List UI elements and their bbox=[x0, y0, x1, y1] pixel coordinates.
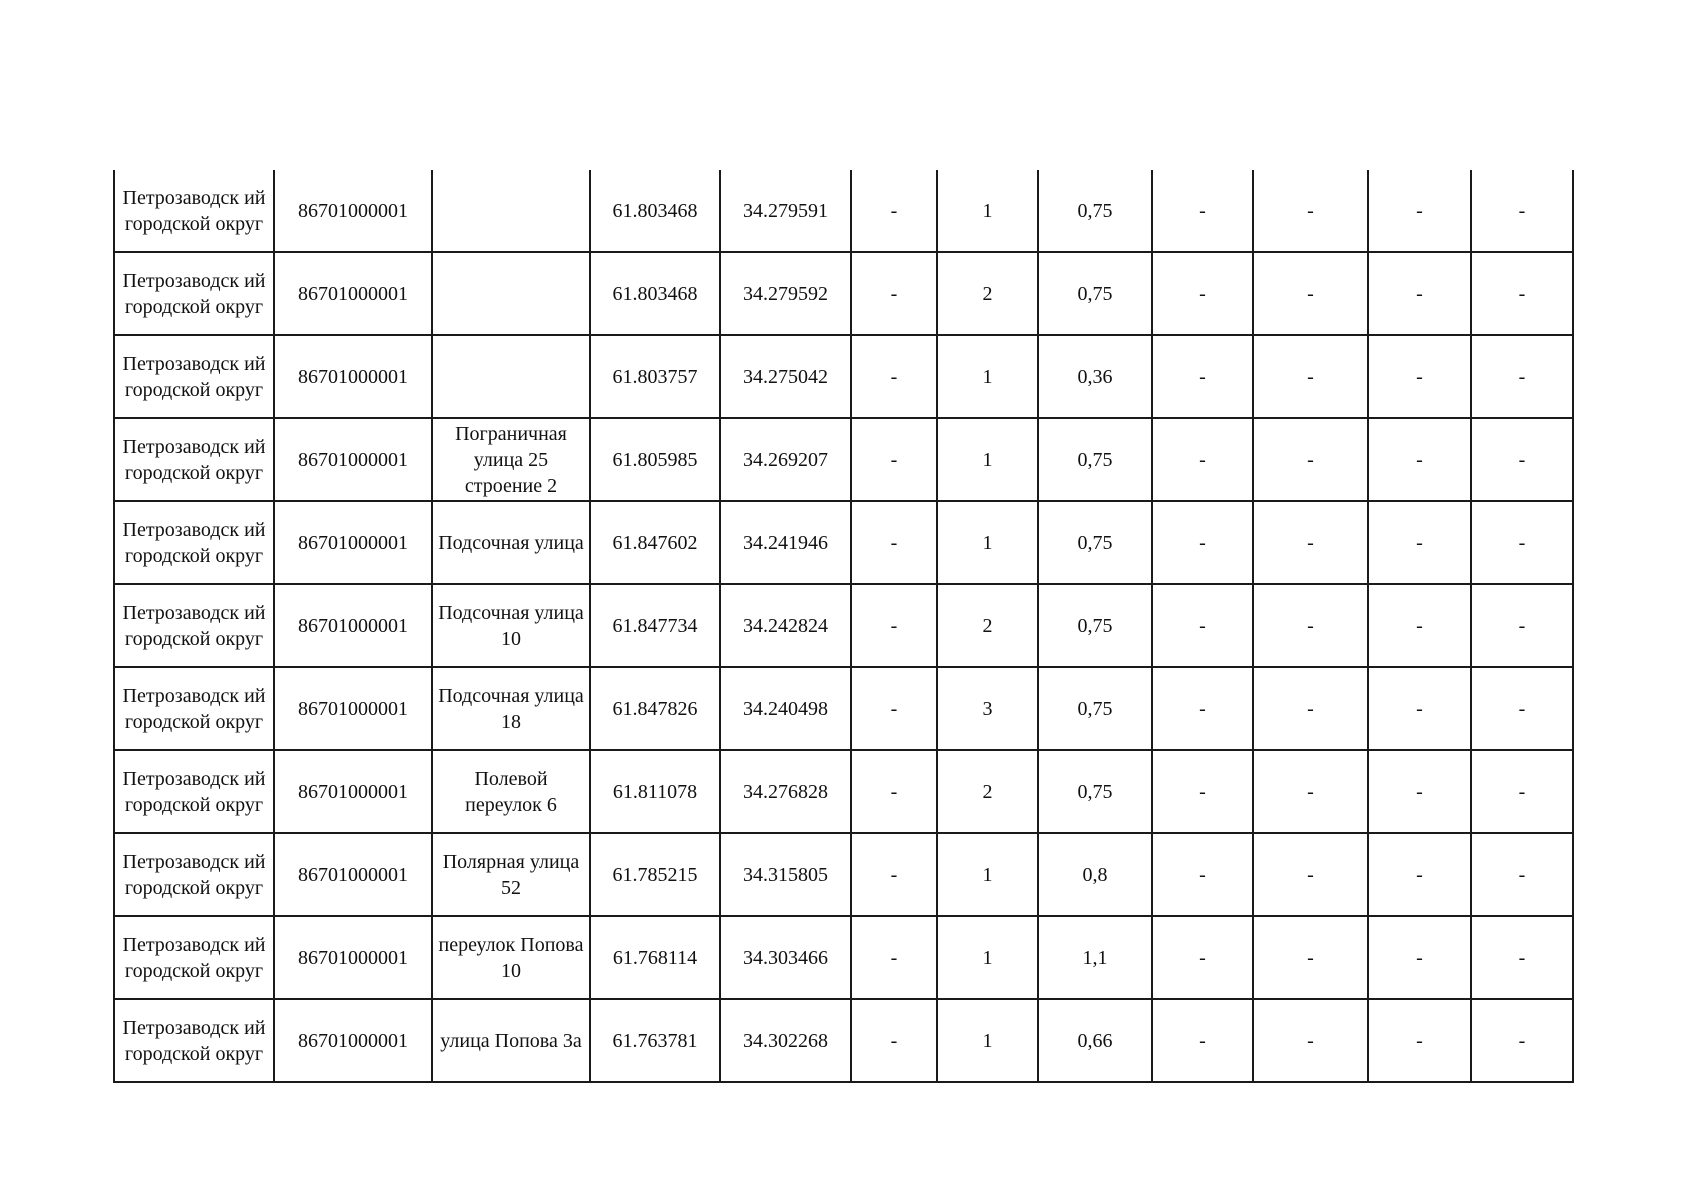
column-12-cell bbox=[1471, 916, 1573, 999]
district-cell-text: Петрозаводск ий городской округ bbox=[122, 435, 266, 484]
column-6-cell bbox=[851, 667, 937, 750]
column-11-cell-text: - bbox=[1416, 448, 1423, 471]
address-cell-text: Подсочная улица 18 bbox=[438, 684, 584, 733]
column-10-cell-text: - bbox=[1307, 614, 1314, 637]
column-12-cell-text: - bbox=[1518, 365, 1526, 388]
volume-cell-text: 0,66 bbox=[1077, 1029, 1113, 1052]
column-10-cell bbox=[1253, 999, 1368, 1082]
column-9-cell bbox=[1152, 833, 1253, 916]
oktmo-cell bbox=[274, 501, 432, 584]
column-11-cell-text: - bbox=[1416, 282, 1423, 305]
latitude-cell bbox=[590, 667, 720, 750]
column-12-cell bbox=[1471, 418, 1573, 501]
latitude-cell bbox=[590, 916, 720, 999]
table-row bbox=[114, 252, 1573, 335]
column-6-cell-text: - bbox=[890, 614, 898, 637]
longitude-cell-text: 34.315805 bbox=[743, 863, 828, 886]
district-cell-text: Петрозаводск ий городской округ bbox=[122, 601, 266, 650]
address-cell bbox=[432, 750, 590, 833]
column-11-cell bbox=[1368, 667, 1471, 750]
column-12-cell-text: - bbox=[1518, 614, 1526, 637]
column-11-cell bbox=[1368, 418, 1471, 501]
district-cell bbox=[114, 999, 274, 1082]
column-6-cell-text: - bbox=[890, 697, 898, 720]
volume-cell-text: 0,75 bbox=[1077, 780, 1113, 803]
column-12-cell-text: - bbox=[1518, 282, 1526, 305]
column-10-cell-text: - bbox=[1307, 448, 1314, 471]
volume-cell bbox=[1038, 252, 1152, 335]
column-9-cell bbox=[1152, 501, 1253, 584]
address-cell bbox=[432, 667, 590, 750]
column-11-cell-text: - bbox=[1416, 614, 1423, 637]
column-9-cell bbox=[1152, 667, 1253, 750]
oktmo-cell bbox=[274, 584, 432, 667]
column-10-cell bbox=[1253, 252, 1368, 335]
column-9-cell-text: - bbox=[1199, 946, 1206, 969]
longitude-cell bbox=[720, 667, 851, 750]
table-row bbox=[114, 335, 1573, 418]
district-cell bbox=[114, 335, 274, 418]
count-cell-text: 1 bbox=[982, 946, 993, 969]
address-cell-text: Подсочная улица bbox=[438, 531, 584, 554]
data-table bbox=[113, 170, 1574, 1083]
column-9-cell-text: - bbox=[1199, 780, 1206, 803]
longitude-cell-text: 34.275042 bbox=[743, 365, 828, 388]
latitude-cell bbox=[590, 252, 720, 335]
volume-cell-text: 1,1 bbox=[1082, 946, 1108, 969]
oktmo-cell-text: 86701000001 bbox=[298, 1029, 408, 1052]
column-9-cell-text: - bbox=[1199, 282, 1206, 305]
column-6-cell bbox=[851, 252, 937, 335]
address-cell bbox=[432, 252, 590, 335]
longitude-cell bbox=[720, 750, 851, 833]
table-row bbox=[114, 501, 1573, 584]
column-9-cell-text: - bbox=[1199, 199, 1206, 222]
count-cell-text: 1 bbox=[982, 1029, 993, 1052]
volume-cell bbox=[1038, 750, 1152, 833]
volume-cell-text: 0,75 bbox=[1077, 199, 1113, 222]
volume-cell bbox=[1038, 916, 1152, 999]
volume-cell-text: 0,75 bbox=[1077, 697, 1113, 720]
district-cell-text: Петрозаводск ий городской округ bbox=[122, 186, 266, 235]
column-6-cell bbox=[851, 916, 937, 999]
column-6-cell bbox=[851, 335, 937, 418]
longitude-cell-text: 34.242824 bbox=[743, 614, 828, 637]
column-9-cell-text: - bbox=[1199, 531, 1206, 554]
column-10-cell-text: - bbox=[1307, 531, 1314, 554]
table-row bbox=[114, 833, 1573, 916]
column-12-cell-text: - bbox=[1518, 199, 1526, 222]
oktmo-cell bbox=[274, 335, 432, 418]
address-cell-text: Полярная улица 52 bbox=[442, 850, 580, 899]
volume-cell bbox=[1038, 170, 1152, 252]
address-cell-text: Подсочная улица 10 bbox=[438, 601, 584, 650]
latitude-cell bbox=[590, 418, 720, 501]
column-9-cell-text: - bbox=[1199, 614, 1206, 637]
column-9-cell bbox=[1152, 999, 1253, 1082]
column-11-cell-text: - bbox=[1416, 1029, 1423, 1052]
district-cell-text: Петрозаводск ий городской округ bbox=[122, 850, 266, 899]
column-11-cell-text: - bbox=[1416, 199, 1423, 222]
count-cell-text: 1 bbox=[982, 531, 993, 554]
district-cell-text: Петрозаводск ий городской округ bbox=[122, 269, 266, 318]
count-cell bbox=[937, 418, 1038, 501]
column-6-cell-text: - bbox=[890, 946, 898, 969]
count-cell bbox=[937, 170, 1038, 252]
column-6-cell-text: - bbox=[890, 531, 898, 554]
latitude-cell bbox=[590, 170, 720, 252]
column-10-cell-text: - bbox=[1307, 780, 1314, 803]
oktmo-cell-text: 86701000001 bbox=[298, 199, 408, 222]
column-11-cell bbox=[1368, 916, 1471, 999]
column-9-cell bbox=[1152, 750, 1253, 833]
district-cell bbox=[114, 584, 274, 667]
latitude-cell bbox=[590, 999, 720, 1082]
district-cell bbox=[114, 667, 274, 750]
column-10-cell bbox=[1253, 916, 1368, 999]
latitude-cell-text: 61.803757 bbox=[612, 365, 698, 388]
column-12-cell bbox=[1471, 584, 1573, 667]
column-12-cell-text: - bbox=[1518, 863, 1526, 886]
column-12-cell-text: - bbox=[1518, 697, 1526, 720]
oktmo-cell bbox=[274, 418, 432, 501]
column-6-cell bbox=[851, 584, 937, 667]
column-6-cell-text: - bbox=[890, 365, 898, 388]
column-10-cell bbox=[1253, 667, 1368, 750]
latitude-cell bbox=[590, 584, 720, 667]
column-6-cell bbox=[851, 999, 937, 1082]
column-11-cell-text: - bbox=[1416, 863, 1423, 886]
latitude-cell-text: 61.763781 bbox=[612, 1029, 698, 1052]
volume-cell-text: 0,75 bbox=[1077, 282, 1113, 305]
count-cell bbox=[937, 833, 1038, 916]
column-6-cell-text: - bbox=[890, 780, 898, 803]
column-12-cell-text: - bbox=[1518, 1029, 1526, 1052]
address-cell bbox=[432, 916, 590, 999]
column-12-cell bbox=[1471, 999, 1573, 1082]
column-12-cell bbox=[1471, 501, 1573, 584]
oktmo-cell-text: 86701000001 bbox=[298, 531, 408, 554]
latitude-cell-text: 61.847734 bbox=[612, 614, 698, 637]
district-cell-text: Петрозаводск ий городской округ bbox=[122, 933, 266, 982]
column-6-cell bbox=[851, 750, 937, 833]
oktmo-cell-text: 86701000001 bbox=[298, 614, 408, 637]
column-10-cell bbox=[1253, 170, 1368, 252]
column-6-cell bbox=[851, 170, 937, 252]
count-cell bbox=[937, 252, 1038, 335]
district-cell bbox=[114, 252, 274, 335]
count-cell bbox=[937, 584, 1038, 667]
longitude-cell bbox=[720, 335, 851, 418]
column-10-cell-text: - bbox=[1307, 199, 1314, 222]
count-cell-text: 2 bbox=[982, 282, 993, 305]
column-6-cell-text: - bbox=[890, 282, 898, 305]
column-9-cell bbox=[1152, 170, 1253, 252]
longitude-cell-text: 34.241946 bbox=[743, 531, 828, 554]
district-cell bbox=[114, 833, 274, 916]
column-12-cell bbox=[1471, 750, 1573, 833]
latitude-cell-text: 61.811078 bbox=[612, 780, 698, 803]
column-12-cell-text: - bbox=[1518, 448, 1526, 471]
longitude-cell bbox=[720, 252, 851, 335]
longitude-cell-text: 34.276828 bbox=[743, 780, 828, 803]
count-cell bbox=[937, 999, 1038, 1082]
longitude-cell bbox=[720, 584, 851, 667]
district-cell bbox=[114, 418, 274, 501]
district-cell bbox=[114, 170, 274, 252]
address-cell bbox=[432, 418, 590, 501]
address-cell-text: Пограничная улица 25 строение 2 bbox=[455, 422, 567, 497]
volume-cell-text: 0,36 bbox=[1077, 365, 1113, 388]
column-12-cell bbox=[1471, 170, 1573, 252]
latitude-cell bbox=[590, 501, 720, 584]
volume-cell-text: 0,8 bbox=[1082, 863, 1108, 886]
latitude-cell-text: 61.803468 bbox=[612, 282, 698, 305]
column-11-cell bbox=[1368, 252, 1471, 335]
column-11-cell bbox=[1368, 501, 1471, 584]
oktmo-cell bbox=[274, 999, 432, 1082]
oktmo-cell-text: 86701000001 bbox=[298, 780, 408, 803]
oktmo-cell-text: 86701000001 bbox=[298, 365, 408, 388]
column-10-cell bbox=[1253, 584, 1368, 667]
column-10-cell-text: - bbox=[1307, 946, 1314, 969]
column-11-cell-text: - bbox=[1416, 697, 1423, 720]
column-6-cell-text: - bbox=[890, 863, 898, 886]
column-10-cell-text: - bbox=[1307, 282, 1314, 305]
column-9-cell bbox=[1152, 252, 1253, 335]
address-cell bbox=[432, 584, 590, 667]
column-12-cell bbox=[1471, 833, 1573, 916]
count-cell bbox=[937, 750, 1038, 833]
column-11-cell bbox=[1368, 584, 1471, 667]
column-12-cell bbox=[1471, 335, 1573, 418]
oktmo-cell-text: 86701000001 bbox=[298, 282, 408, 305]
column-10-cell-text: - bbox=[1307, 863, 1314, 886]
count-cell-text: 2 bbox=[982, 614, 993, 637]
volume-cell bbox=[1038, 418, 1152, 501]
column-12-cell-text: - bbox=[1518, 531, 1526, 554]
volume-cell bbox=[1038, 335, 1152, 418]
column-6-cell bbox=[851, 501, 937, 584]
column-11-cell-text: - bbox=[1416, 946, 1423, 969]
oktmo-cell bbox=[274, 170, 432, 252]
table-body bbox=[114, 170, 1573, 1082]
oktmo-cell bbox=[274, 252, 432, 335]
table-row bbox=[114, 667, 1573, 750]
table-row bbox=[114, 916, 1573, 999]
column-6-cell bbox=[851, 418, 937, 501]
volume-cell-text: 0,75 bbox=[1077, 448, 1113, 471]
column-9-cell bbox=[1152, 916, 1253, 999]
column-9-cell-text: - bbox=[1199, 1029, 1206, 1052]
column-10-cell bbox=[1253, 833, 1368, 916]
count-cell-text: 1 bbox=[982, 199, 993, 222]
district-cell bbox=[114, 916, 274, 999]
longitude-cell bbox=[720, 170, 851, 252]
table-row bbox=[114, 170, 1573, 252]
oktmo-cell bbox=[274, 833, 432, 916]
column-11-cell bbox=[1368, 999, 1471, 1082]
district-cell-text: Петрозаводск ий городской округ bbox=[122, 684, 266, 733]
address-cell bbox=[432, 501, 590, 584]
column-9-cell-text: - bbox=[1199, 697, 1206, 720]
latitude-cell-text: 61.785215 bbox=[612, 863, 698, 886]
count-cell bbox=[937, 335, 1038, 418]
table-row bbox=[114, 584, 1573, 667]
latitude-cell-text: 61.768114 bbox=[612, 946, 698, 969]
longitude-cell bbox=[720, 418, 851, 501]
oktmo-cell bbox=[274, 667, 432, 750]
longitude-cell-text: 34.240498 bbox=[743, 697, 828, 720]
address-cell bbox=[432, 999, 590, 1082]
address-cell-text: переулок Попова 10 bbox=[438, 933, 584, 982]
oktmo-cell bbox=[274, 916, 432, 999]
table-row bbox=[114, 418, 1573, 501]
table-row bbox=[114, 750, 1573, 833]
address-cell bbox=[432, 170, 590, 252]
column-11-cell-text: - bbox=[1416, 365, 1423, 388]
oktmo-cell-text: 86701000001 bbox=[298, 863, 408, 886]
latitude-cell-text: 61.803468 bbox=[612, 199, 698, 222]
column-6-cell-text: - bbox=[890, 1029, 898, 1052]
column-10-cell bbox=[1253, 418, 1368, 501]
count-cell-text: 1 bbox=[982, 365, 993, 388]
district-cell-text: Петрозаводск ий городской округ bbox=[122, 767, 266, 816]
column-9-cell bbox=[1152, 335, 1253, 418]
column-9-cell-text: - bbox=[1199, 365, 1206, 388]
address-cell bbox=[432, 833, 590, 916]
district-cell bbox=[114, 501, 274, 584]
district-cell-text: Петрозаводск ий городской округ bbox=[122, 1016, 266, 1065]
column-9-cell-text: - bbox=[1199, 448, 1206, 471]
volume-cell-text: 0,75 bbox=[1077, 614, 1113, 637]
latitude-cell-text: 61.847602 bbox=[612, 531, 698, 554]
oktmo-cell-text: 86701000001 bbox=[298, 697, 408, 720]
oktmo-cell-text: 86701000001 bbox=[298, 946, 408, 969]
column-6-cell-text: - bbox=[890, 199, 898, 222]
column-12-cell-text: - bbox=[1518, 780, 1526, 803]
column-10-cell-text: - bbox=[1307, 365, 1314, 388]
column-11-cell bbox=[1368, 750, 1471, 833]
count-cell-text: 3 bbox=[982, 697, 993, 720]
column-12-cell bbox=[1471, 667, 1573, 750]
longitude-cell-text: 34.279592 bbox=[743, 282, 828, 305]
volume-cell-text: 0,75 bbox=[1077, 531, 1113, 554]
latitude-cell bbox=[590, 335, 720, 418]
volume-cell bbox=[1038, 833, 1152, 916]
oktmo-cell bbox=[274, 750, 432, 833]
column-11-cell bbox=[1368, 833, 1471, 916]
table-row bbox=[114, 999, 1573, 1082]
count-cell-text: 2 bbox=[982, 780, 993, 803]
district-cell bbox=[114, 750, 274, 833]
count-cell bbox=[937, 916, 1038, 999]
count-cell bbox=[937, 501, 1038, 584]
column-6-cell-text: - bbox=[890, 448, 898, 471]
volume-cell bbox=[1038, 999, 1152, 1082]
longitude-cell bbox=[720, 501, 851, 584]
longitude-cell-text: 34.269207 bbox=[743, 448, 828, 471]
column-10-cell-text: - bbox=[1307, 697, 1314, 720]
column-9-cell bbox=[1152, 584, 1253, 667]
latitude-cell bbox=[590, 750, 720, 833]
count-cell bbox=[937, 667, 1038, 750]
column-11-cell-text: - bbox=[1416, 531, 1423, 554]
address-cell-text: улица Попова 3а bbox=[440, 1029, 582, 1052]
volume-cell bbox=[1038, 667, 1152, 750]
oktmo-cell-text: 86701000001 bbox=[298, 448, 408, 471]
count-cell-text: 1 bbox=[982, 448, 993, 471]
latitude-cell-text: 61.805985 bbox=[612, 448, 698, 471]
district-cell-text: Петрозаводск ий городской округ bbox=[122, 352, 266, 401]
column-6-cell bbox=[851, 833, 937, 916]
count-cell-text: 1 bbox=[982, 863, 993, 886]
column-10-cell-text: - bbox=[1307, 1029, 1314, 1052]
column-10-cell bbox=[1253, 501, 1368, 584]
column-9-cell bbox=[1152, 418, 1253, 501]
longitude-cell bbox=[720, 916, 851, 999]
column-9-cell-text: - bbox=[1199, 863, 1206, 886]
column-11-cell bbox=[1368, 170, 1471, 252]
column-12-cell-text: - bbox=[1518, 946, 1526, 969]
column-12-cell bbox=[1471, 252, 1573, 335]
longitude-cell-text: 34.303466 bbox=[743, 946, 828, 969]
column-11-cell bbox=[1368, 335, 1471, 418]
volume-cell bbox=[1038, 501, 1152, 584]
longitude-cell bbox=[720, 999, 851, 1082]
district-cell-text: Петрозаводск ий городской округ bbox=[122, 518, 266, 567]
longitude-cell-text: 34.279591 bbox=[743, 199, 828, 222]
longitude-cell-text: 34.302268 bbox=[743, 1029, 828, 1052]
column-11-cell-text: - bbox=[1416, 780, 1423, 803]
column-10-cell bbox=[1253, 335, 1368, 418]
column-10-cell bbox=[1253, 750, 1368, 833]
address-cell bbox=[432, 335, 590, 418]
volume-cell bbox=[1038, 584, 1152, 667]
longitude-cell bbox=[720, 833, 851, 916]
address-cell-text: Полевой переулок 6 bbox=[465, 767, 557, 816]
latitude-cell-text: 61.847826 bbox=[612, 697, 698, 720]
latitude-cell bbox=[590, 833, 720, 916]
